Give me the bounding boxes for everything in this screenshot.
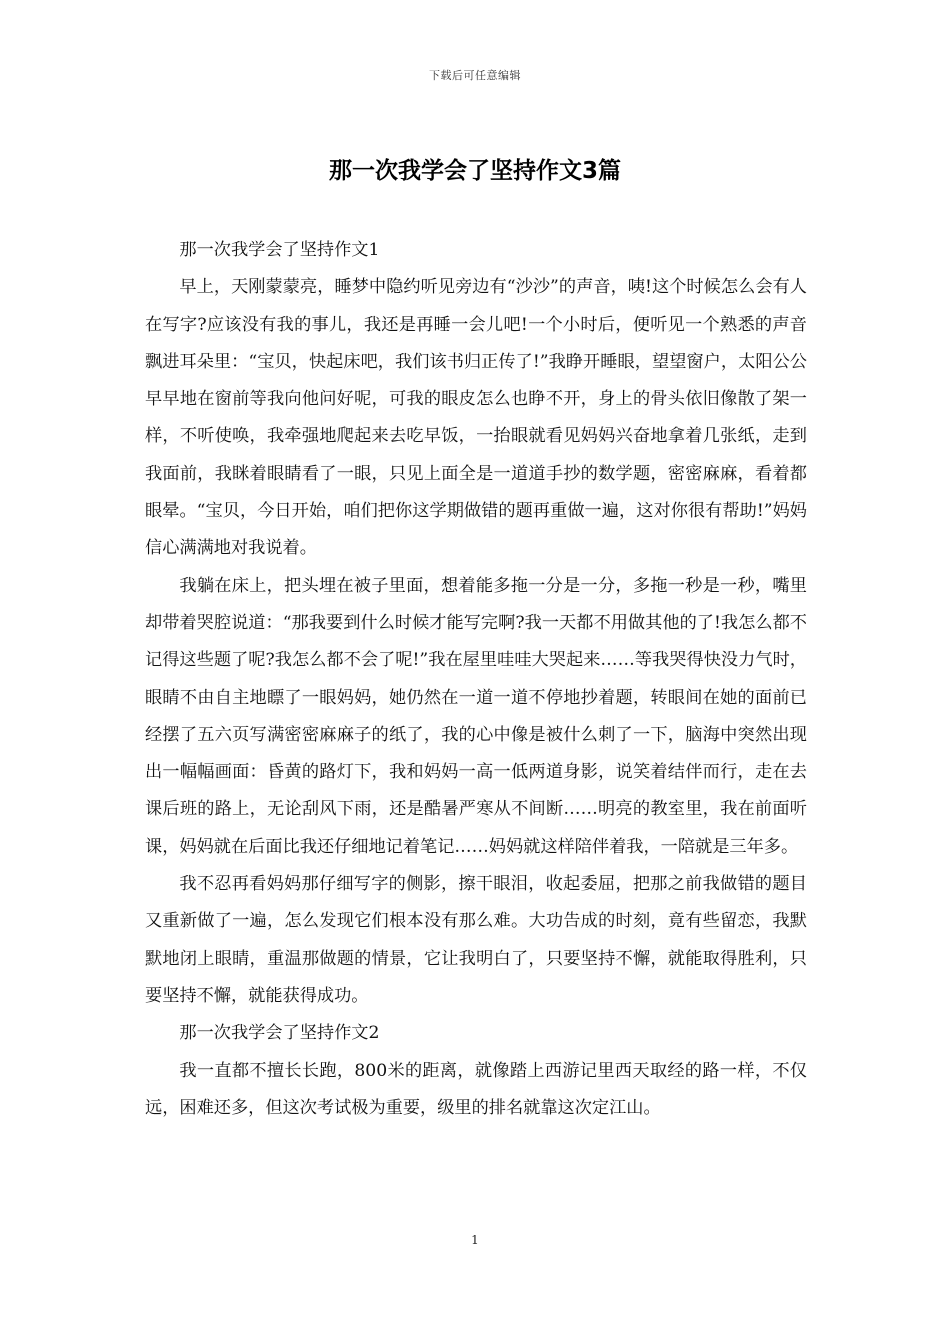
body-paragraph: 我不忍再看妈妈那仔细写字的侧影，擦干眼泪，收起委屈，把那之前我做错的题目又重新做了一遍，怎么发现它们根本没有那么难。大功告成的时刻，竟有些留恋，我默默地闭上眼睛，重温那做题的情景，它让我明白了，只要坚持不懈，就能取得胜利，只要坚持不懈，就能获得成功。 [145,874,807,1006]
essay-2-heading: 那一次我学会了坚持作文2 [179,1023,380,1044]
body-paragraph: 我一直都不擅长长跑，800米的距离，就像踏上西游记里西天取经的路一样，不仅远，困难还多，但这次考试极为重要，级里的排名就靠这次定江山。 [145,1060,807,1118]
body-paragraph: 早上，天刚蒙蒙亮，睡梦中隐约听见旁边有“沙沙”的声音，咦!这个时候怎么会有人在写字?应该没有我的事儿，我还是再睡一会儿吧!一个小时后，便听见一个熟悉的声音飘进耳朵里：“宝贝，快起床吧，我们该书归正传了!”我睁开睡眼，望望窗户，太阳公公早早地在窗前等我向他问好呢，可我的眼皮怎么也睁不开，身上的骨头依旧像散了架一样，不听使唤，我牵强地爬起来去吃早饭，一抬眼就看见妈妈兴奋地拿着几张纸，走到我面前，我眯着眼睛看了一眼，只见上面全是一道道手抄的数学题，密密麻麻，看着都眼晕。“宝贝，今日开始，咱们把你这学期做错的题再重做一遍，这对你很有帮助!”妈妈信心满满地对我说着。 [145,277,807,559]
body-paragraph: 我躺在床上，把头埋在被子里面，想着能多拖一分是一分，多拖一秒是一秒，嘴里却带着哭腔说道：“那我要到什么时候才能写完啊?我一天都不用做其他的了!我怎么都不记得这些题了呢?我怎么都不会了呢!”我在屋里哇哇大哭起来……等我哭得快没力气时，眼睛不由自主地瞟了一眼妈妈，她仍然在一道一道不停地抄着题，转眼间在她的面前已经摆了五六页写满密密麻麻子的纸了，我的心中像是被什么刺了一下，脑海中突然出现出一幅幅画面：昏黄的路灯下，我和妈妈一高一低两道身影，说笑着结伴而行，走在去课后班的路上，无论刮风下雨，还是酷暑严寒从不间断……明亮的教室里，我在前面听课，妈妈就在后面比我还仔细地记着笔记……妈妈就这样陪伴着我，一陪就是三年多。 [145,575,807,857]
essay-1-heading: 那一次我学会了坚持作文1 [179,240,380,260]
document-body [145,232,807,1127]
page-number: 1 [471,1233,479,1247]
page-header-note: 下载后可任意编辑 [429,69,521,82]
document-title: 那一次我学会了坚持作文3篇 [328,158,621,184]
